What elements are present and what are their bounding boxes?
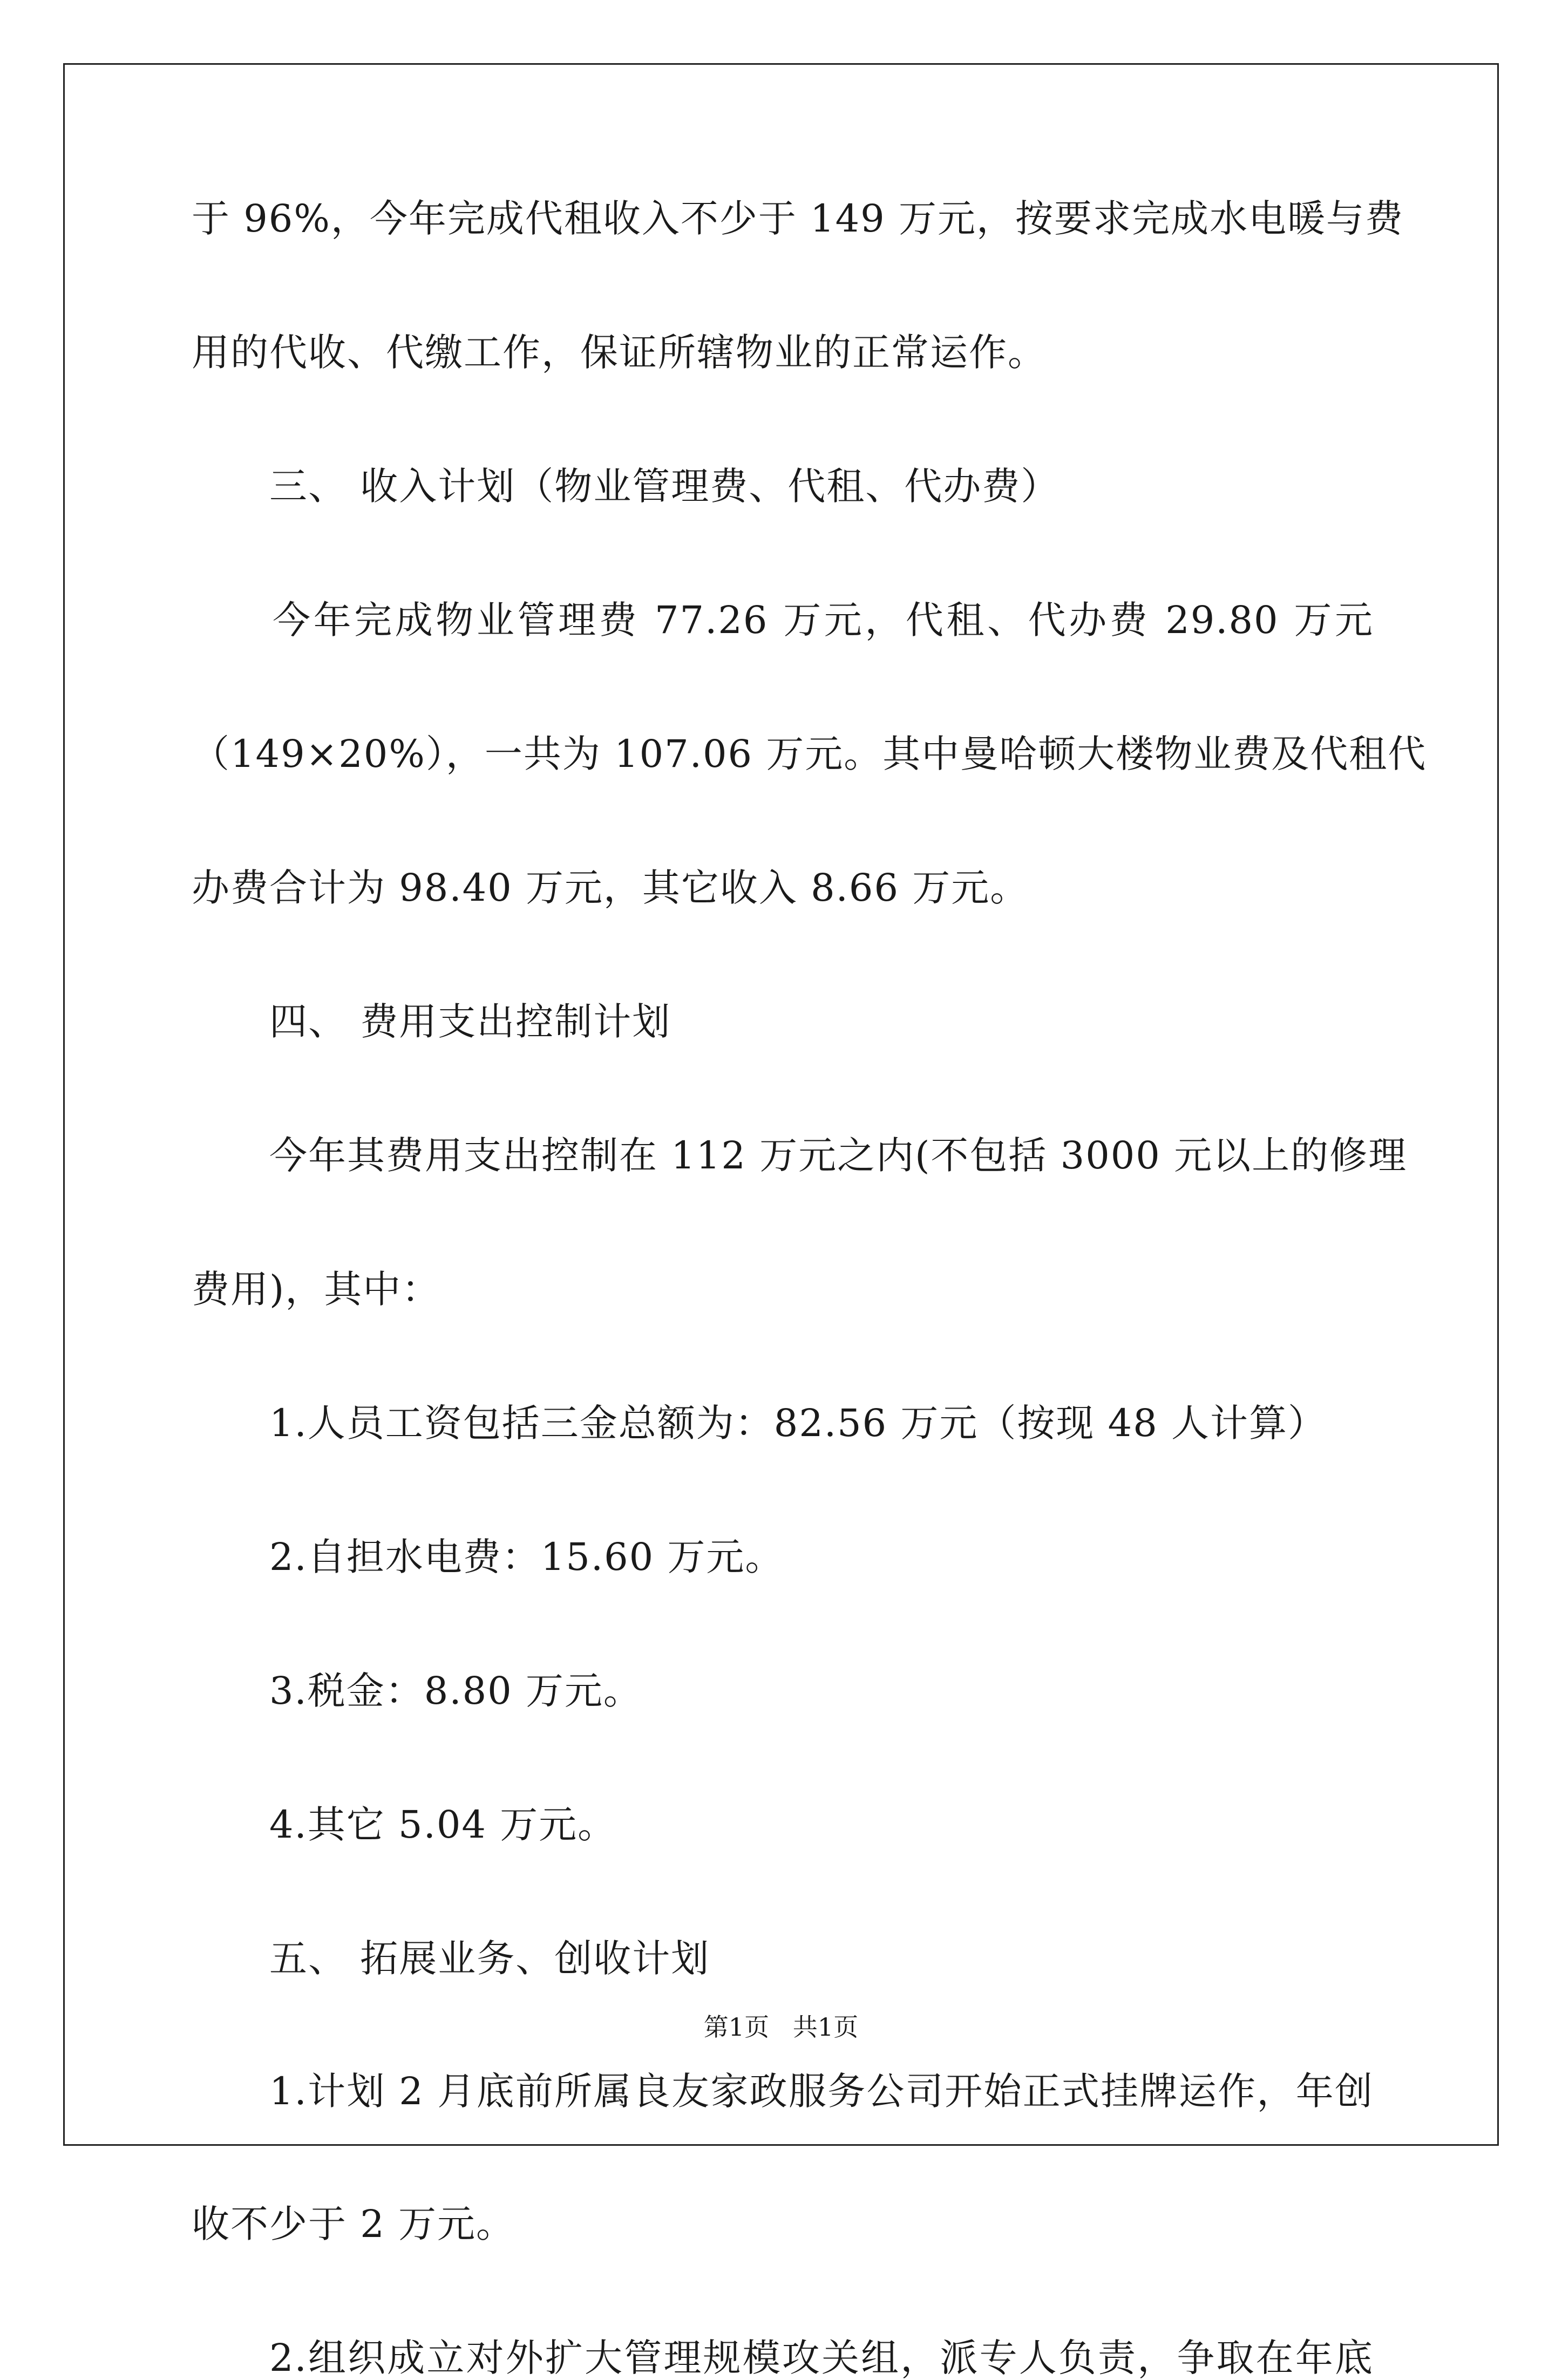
paragraph-line: 今年完成物业管理费 77.26 万元，代租、代办费 29.80 万元	[273, 598, 1374, 642]
paragraph-line: 办费合计为 98.40 万元，其它收入 8.66 万元。	[192, 866, 1029, 910]
paragraph-line: 今年其费用支出控制在 112 万元之内(不包括 3000 元以上的修理	[269, 1133, 1408, 1178]
section-heading-5: 五、 拓展业务、创收计划	[269, 1936, 710, 1981]
section-heading-4: 四、 费用支出控制计划	[269, 999, 671, 1044]
paragraph-line: （149×20%），一共为 107.06 万元。其中曼哈顿大楼物业费及代租代	[192, 732, 1427, 776]
paragraph-line: 于 96%，今年完成代租收入不少于 149 万元，按要求完成水电暖与费	[192, 196, 1404, 241]
paragraph-line: 用的代收、代缴工作，保证所辖物业的正常运作。	[192, 330, 1047, 375]
list-item: 2.自担水电费：15.60 万元。	[269, 1535, 784, 1579]
page-number-footer: 第1页 共1页	[703, 2012, 859, 2042]
paragraph-line: 费用)，其中：	[192, 1267, 441, 1311]
list-item: 1.计划 2 月底前所属良友家政服务公司开始正式挂牌运作，年创	[269, 2069, 1374, 2113]
list-item: 3.税金：8.80 万元。	[269, 1669, 642, 1713]
list-item: 1.人员工资包括三金总额为：82.56 万元（按现 48 人计算）	[269, 1401, 1327, 1445]
list-item: 4.其它 5.04 万元。	[269, 1803, 617, 1847]
section-heading-3: 三、 收入计划（物业管理费、代租、代办费）	[269, 464, 1060, 508]
paragraph-line: 收不少于 2 万元。	[192, 2202, 515, 2246]
list-item: 2.组织成立对外扩大管理规模攻关组，派专人负责，争取在年底	[269, 2336, 1374, 2380]
